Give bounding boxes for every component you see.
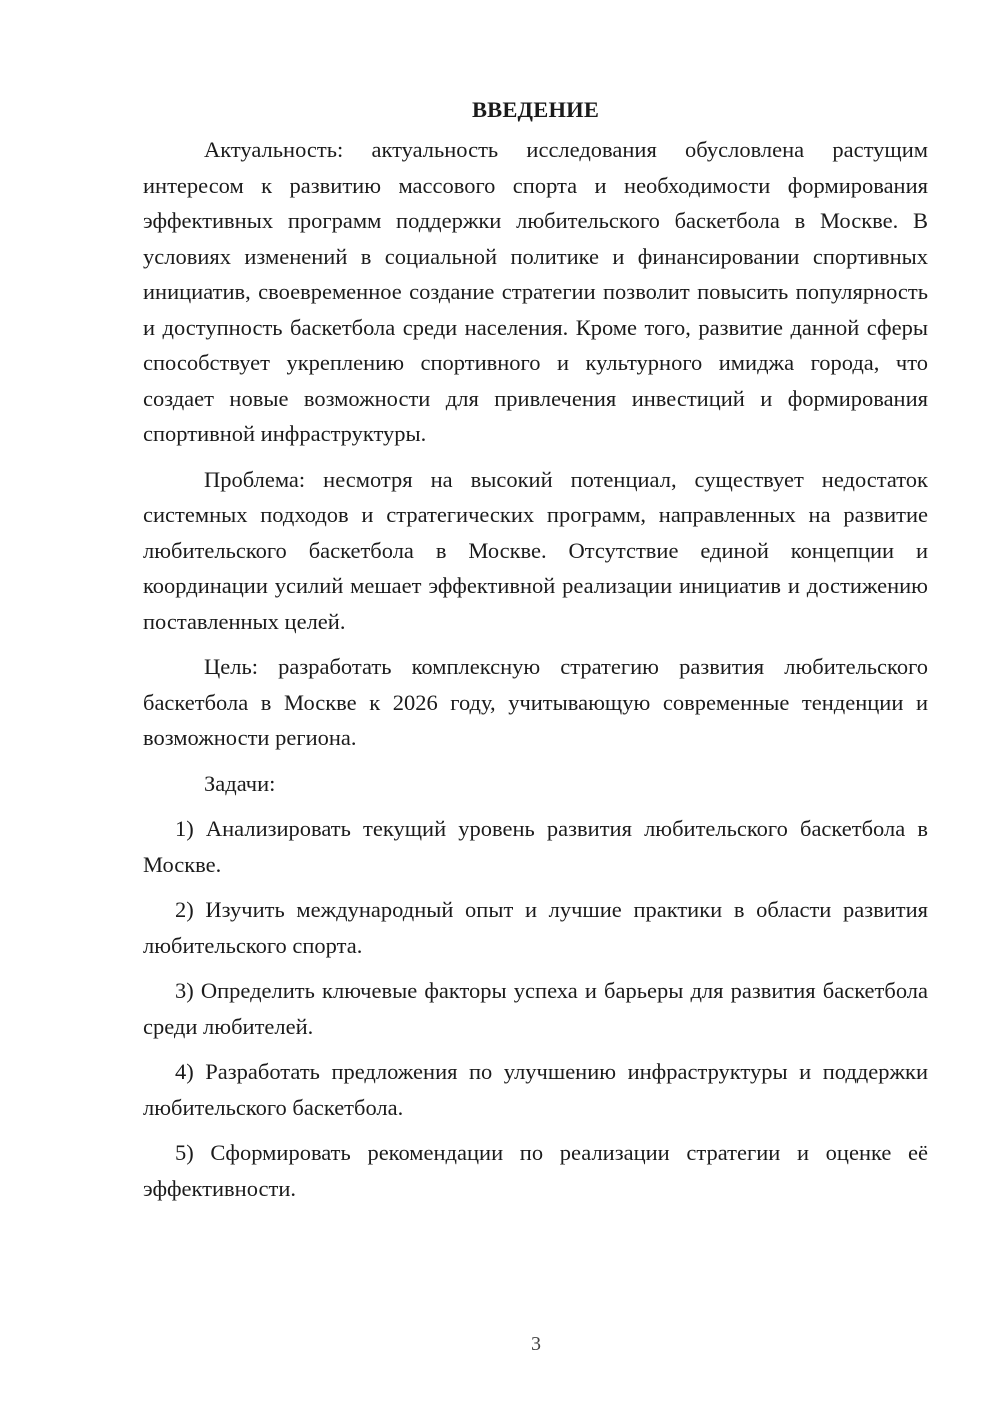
task-item: 5) Сформировать рекомендации по реализации стратегии и оценке её эффективности. bbox=[143, 1140, 928, 1201]
task-item: 4) Разработать предложения по улучшению инфраструктуры и поддержки любительского баскетбола. bbox=[143, 1059, 928, 1120]
paragraph-goal: Цель: разработать комплексную стратегию развития любительского баскетбола в Москве к 2026 году, учитывающую современные тенденции и возможности региона. bbox=[143, 654, 928, 750]
page-number: 3 bbox=[531, 1333, 541, 1355]
tasks-title: Задачи: bbox=[204, 770, 276, 796]
task-item: 1) Анализировать текущий уровень развития любительского баскетбола в Москве. bbox=[143, 816, 928, 877]
page-content bbox=[143, 92, 928, 1206]
paragraph-problem: Проблема: несмотря на высокий потенциал, существует недостаток системных подходов и стратегических программ, направленных на развитие любительского баскетбола в Москве. Отсутствие единой концепции и координации усилий мешает эффективной реализации инициатив и достижению поставленных целей. bbox=[143, 466, 928, 634]
paragraph-relevance: Актуальность: актуальность исследования обусловлена растущим интересом к развитию массового спорта и необходимости формирования эффективных программ поддержки любительского баскетбола в Москве. В условиях изменений в социальной политике и финансировании спортивных инициатив, своевременное создание стратегии позволит повысить популярность и доступность баскетбола среди населения. Кроме того, развитие данной сферы способствует укреплению спортивного и культурного имиджа города, что создает новые возможности для привлечения инвестиций и формирования спортивной инфраструктуры. bbox=[143, 137, 928, 446]
task-item: 2) Изучить международный опыт и лучшие практики в области развития любительского спорта. bbox=[143, 897, 928, 958]
task-item: 3) Определить ключевые факторы успеха и барьеры для развития баскетбола среди любителей. bbox=[143, 978, 928, 1039]
section-heading: ВВЕДЕНИЕ bbox=[471, 97, 600, 122]
